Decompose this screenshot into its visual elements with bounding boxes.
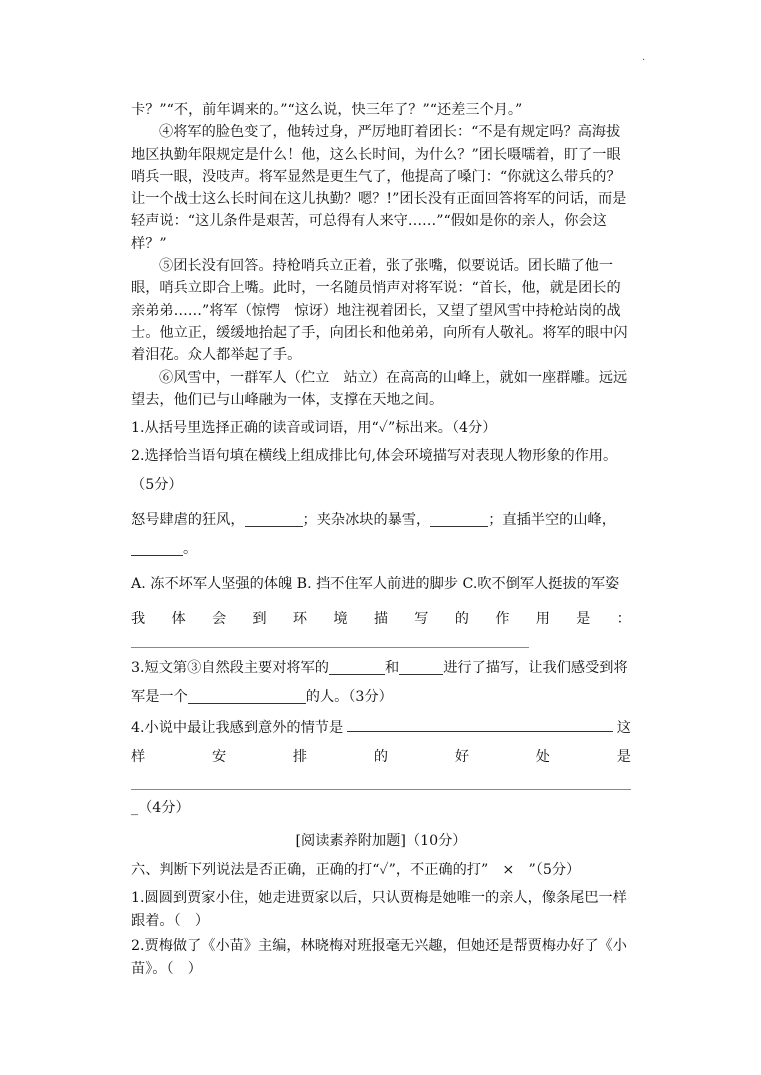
question-4 [131, 714, 631, 743]
feel-char: 环 [292, 611, 308, 628]
page-mark: · [642, 55, 646, 66]
feel-char: ： [616, 611, 631, 628]
judge-item-1: 1.圆圆到贾家小住，她走进贾家以后，只认贾梅是她唯一的亲人，像条尾巴一样跟着。（ ） [131, 890, 627, 930]
q4-char: 排 [292, 749, 308, 766]
feel-char: 用 [535, 611, 550, 628]
question-3 [131, 654, 631, 712]
section-6-title: 六、判断下列说法是否正确，正确的打“✓”，不正确的打” × ”（5分） [131, 862, 581, 879]
question-4-line-2 [131, 743, 631, 772]
q3-text-d: 的人。（3分） [305, 689, 393, 706]
question-2: 2.选择恰当语句填在横线上组成排比句,体会环境描写对表现人物形象的作用。（5分） [131, 448, 618, 494]
fill-text-c: ；直插半空的山峰， [488, 512, 616, 529]
fill-text-b: ；夹杂冰块的暴雪， [302, 512, 431, 529]
answer-line-q2[interactable] [131, 646, 529, 648]
blank-3[interactable] [131, 541, 183, 556]
passage-paragraph-6: ⑥风雪中，一群军人（伫立 站立）在高高的山峰上，就如一座群雕。远远望去，他们已与山峰融为一体，支撑在天地之间。 [131, 369, 628, 408]
feel-char: 我 [131, 611, 146, 628]
feel-char: 会 [211, 611, 227, 628]
q3-text-c: 进行了描写，让我们感受到将军是一个 [131, 660, 628, 706]
q4-text-b: 这 [616, 720, 631, 737]
question-1: 1.从括号里选择正确的读音或词语，用“✓”标出来。（4分） [131, 420, 497, 437]
fill-text-end: 。 [183, 541, 198, 558]
question-4-score: _（4分） [131, 800, 190, 817]
passage-line-top: 卡？”“不，前年调来的。”“这么说，快三年了？”“还差三个月。” [131, 102, 523, 118]
judge-item-2: 2.贾梅做了《小苗》主编，林晓梅对班报毫无兴趣，但她还是帮贾梅办好了《小苗》。（ ） [131, 938, 627, 978]
passage-paragraph-5: ⑤团长没有回答。持枪哨兵立正着，张了张嘴，似要说话。团长瞄了他一眼，哨兵立即合上嘴。此时，一名随员悄声对将军说：“首长，他，就是团长的亲弟弟……”将军（惊愕 惊讶）地注视着团长，又望了望风雪中持枪站岗的战士。他立正，缓缓地抬起了手，向团长和他弟弟，向所有人敬礼。将军的眼中闪着泪花。众人都举起了手。 [131, 258, 628, 364]
q3-text-a: 3.短文第③自然段主要对将军的 [131, 660, 329, 677]
passage-paragraph-4: ④将军的脸色变了，他转过身，严厉地盯着团长：“不是有规定吗？高海拔地区执勤年限规定是什么！他，这么长时间，为什么？”团长嗫嚅着，盯了一眼哨兵一眼，没吱声。将军显然是更生气了，他提高了嗓门：“你就这么带兵的？让一个战士这么长时间在这儿执勤？嗯？!”团长没有正面回答将军的问话，而是轻声说：“这儿条件是艰苦，可总得有人来守……”“假如是你的亲人，你会这样？” [131, 124, 627, 252]
blank-q3-1[interactable] [329, 660, 385, 675]
q4-char: 安 [211, 749, 227, 766]
page-content [131, 99, 631, 981]
q4-char: 样 [131, 749, 146, 766]
feel-char: 到 [252, 611, 267, 628]
q4-char: 的 [373, 749, 389, 766]
blank-q4[interactable] [347, 717, 613, 732]
fill-text-a: 怒号肆虐的狂风， [131, 512, 245, 529]
q4-char: 好 [454, 749, 470, 766]
q4-char: 处 [535, 749, 550, 766]
q4-text-a: 4.小说中最让我感到意外的情节是 [131, 720, 344, 737]
feel-char: 的 [454, 611, 469, 628]
feel-char: 写 [414, 611, 429, 628]
question-2-options: A. 冻不坏军人坚强的体魄 B. 挡不住军人前进的脚步 C.吹不倒军人挺拔的军姿 [131, 576, 620, 593]
blank-q3-3[interactable] [188, 689, 306, 704]
q3-text-b: 和 [384, 660, 400, 677]
blank-q3-2[interactable] [399, 660, 443, 675]
blank-1[interactable] [245, 512, 303, 527]
feel-char: 作 [495, 611, 510, 628]
question-2-fill [131, 506, 631, 564]
extra-heading: [阅读素养附加题]（10分） [295, 833, 467, 850]
blank-2[interactable] [430, 512, 488, 527]
feel-char: 体 [171, 611, 186, 628]
feel-char: 是 [576, 611, 591, 628]
feel-char: 境 [333, 611, 348, 628]
q4-char: 是 [616, 749, 631, 766]
question-2-feel-line [131, 605, 631, 634]
feel-char: 描 [373, 611, 389, 628]
answer-line-q4[interactable] [131, 788, 631, 790]
